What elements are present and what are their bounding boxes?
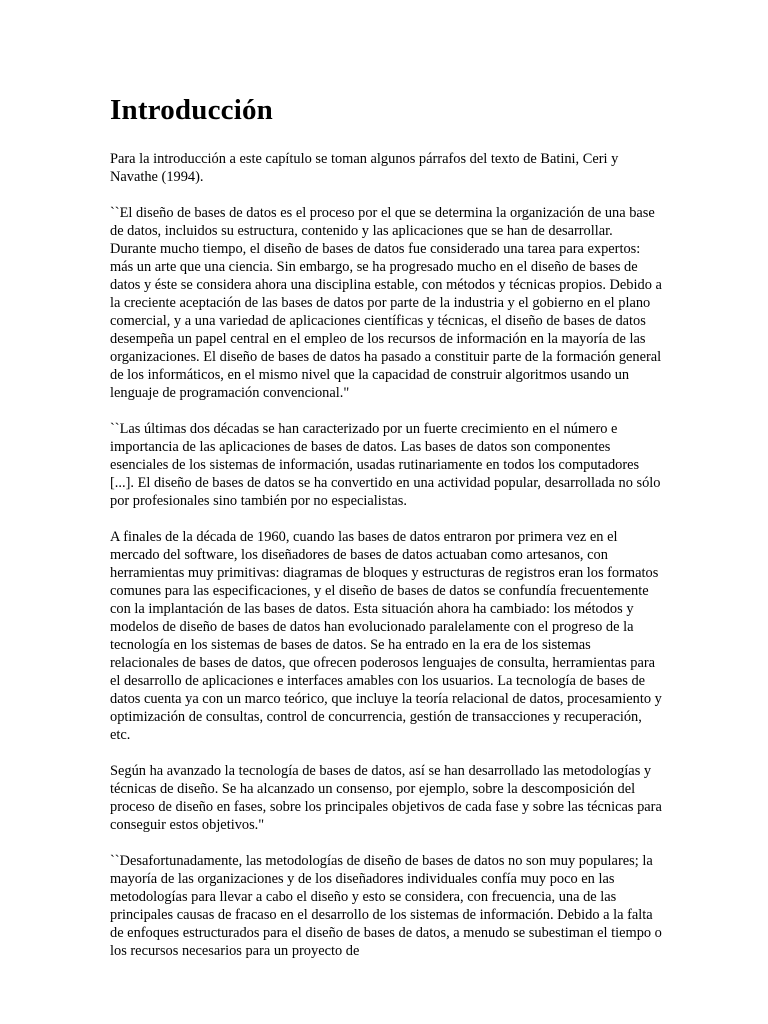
paragraph-quote-design-process: ``El diseño de bases de datos es el proceso por el que se determina la organización de una base de datos, incluidos su estructura, contenido y las aplicaciones que se han de desarrollar. Durante mucho tiempo, el diseño de bases de datos fue considerado una tarea para expertos: más un arte que una ciencia. Sin embargo, se ha progresado mucho en el diseño de bases de datos y éste se considera ahora una disciplina estable, con métodos y técnicas propios. Debido a la creciente aceptación de las bases de datos por parte de la industria y el gobierno en el plano comercial, y a una variedad de aplicaciones científicas y técnicas, el diseño de bases de datos desempeña un papel central en el empleo de los recursos de información en la mayoría de las organizaciones. El diseño de bases de datos ha pasado a constituir parte de la formación general de los informáticos, en el mismo nivel que la capacidad de construir algoritmos usando un lenguaje de programación convencional." (110, 205, 662, 401)
document-body (110, 92, 662, 978)
page-title: Introducción (110, 94, 274, 126)
paragraph-quote-last-decades: ``Las últimas dos décadas se han caracterizado por un fuerte crecimiento en el número e importancia de las aplicaciones de bases de datos. Las bases de datos son componentes esenciales de los sistemas de información, usadas rutinariamente en todos los computadores [...]. El diseño de bases de datos se ha convertido en una actividad popular, desarrollada no sólo por profesionales sino también por no especialistas. (110, 421, 661, 509)
paragraph-methodologies: Según ha avanzado la tecnología de bases de datos, así se han desarrollado las metodologías y técnicas de diseño. Se ha alcanzado un consenso, por ejemplo, sobre la descomposición del proceso de diseño en fases, sobre los principales objetivos de cada fase y sobre las técnicas para conseguir estos objetivos." (110, 763, 662, 833)
paragraph-intro: Para la introducción a este capítulo se toman algunos párrafos del texto de Batini, Ceri y Navathe (1994). (110, 151, 619, 185)
paragraph-history-1960: A finales de la década de 1960, cuando las bases de datos entraron por primera vez en el mercado del software, los diseñadores de bases de datos actuaban como artesanos, con herramientas muy primitivas: diagramas de bloques y estructuras de registros eran los formatos comunes para las especificaciones, y el diseño de bases de datos se confundía frecuentemente con la implantación de las bases de datos. Esta situación ahora ha cambiado: los métodos y modelos de diseño de bases de datos han evolucionado paralelamente con el progreso de la tecnología en los sistemas de bases de datos. Se ha entrado en la era de los sistemas relacionales de bases de datos, que ofrecen poderosos lenguajes de consulta, herramientas para el desarrollo de aplicaciones e interfaces amables con los usuarios. La tecnología de bases de datos cuenta ya con un marco teórico, que incluye la teoría relacional de datos, procesamiento y optimización de consultas, control de concurrencia, gestión de transacciones y recuperación, etc. (110, 529, 662, 743)
paragraph-unfortunately: ``Desafortunadamente, las metodologías de diseño de bases de datos no son muy populares; la mayoría de las organizaciones y de los diseñadores individuales confía muy poco en las metodologías para llevar a cabo el diseño y esto se considera, con frecuencia, una de las principales causas de fracaso en el desarrollo de los sistemas de información. Debido a la falta de enfoques estructurados para el diseño de bases de datos, a menudo se subestiman el tiempo o los recursos necesarios para un proyecto de (110, 853, 662, 959)
